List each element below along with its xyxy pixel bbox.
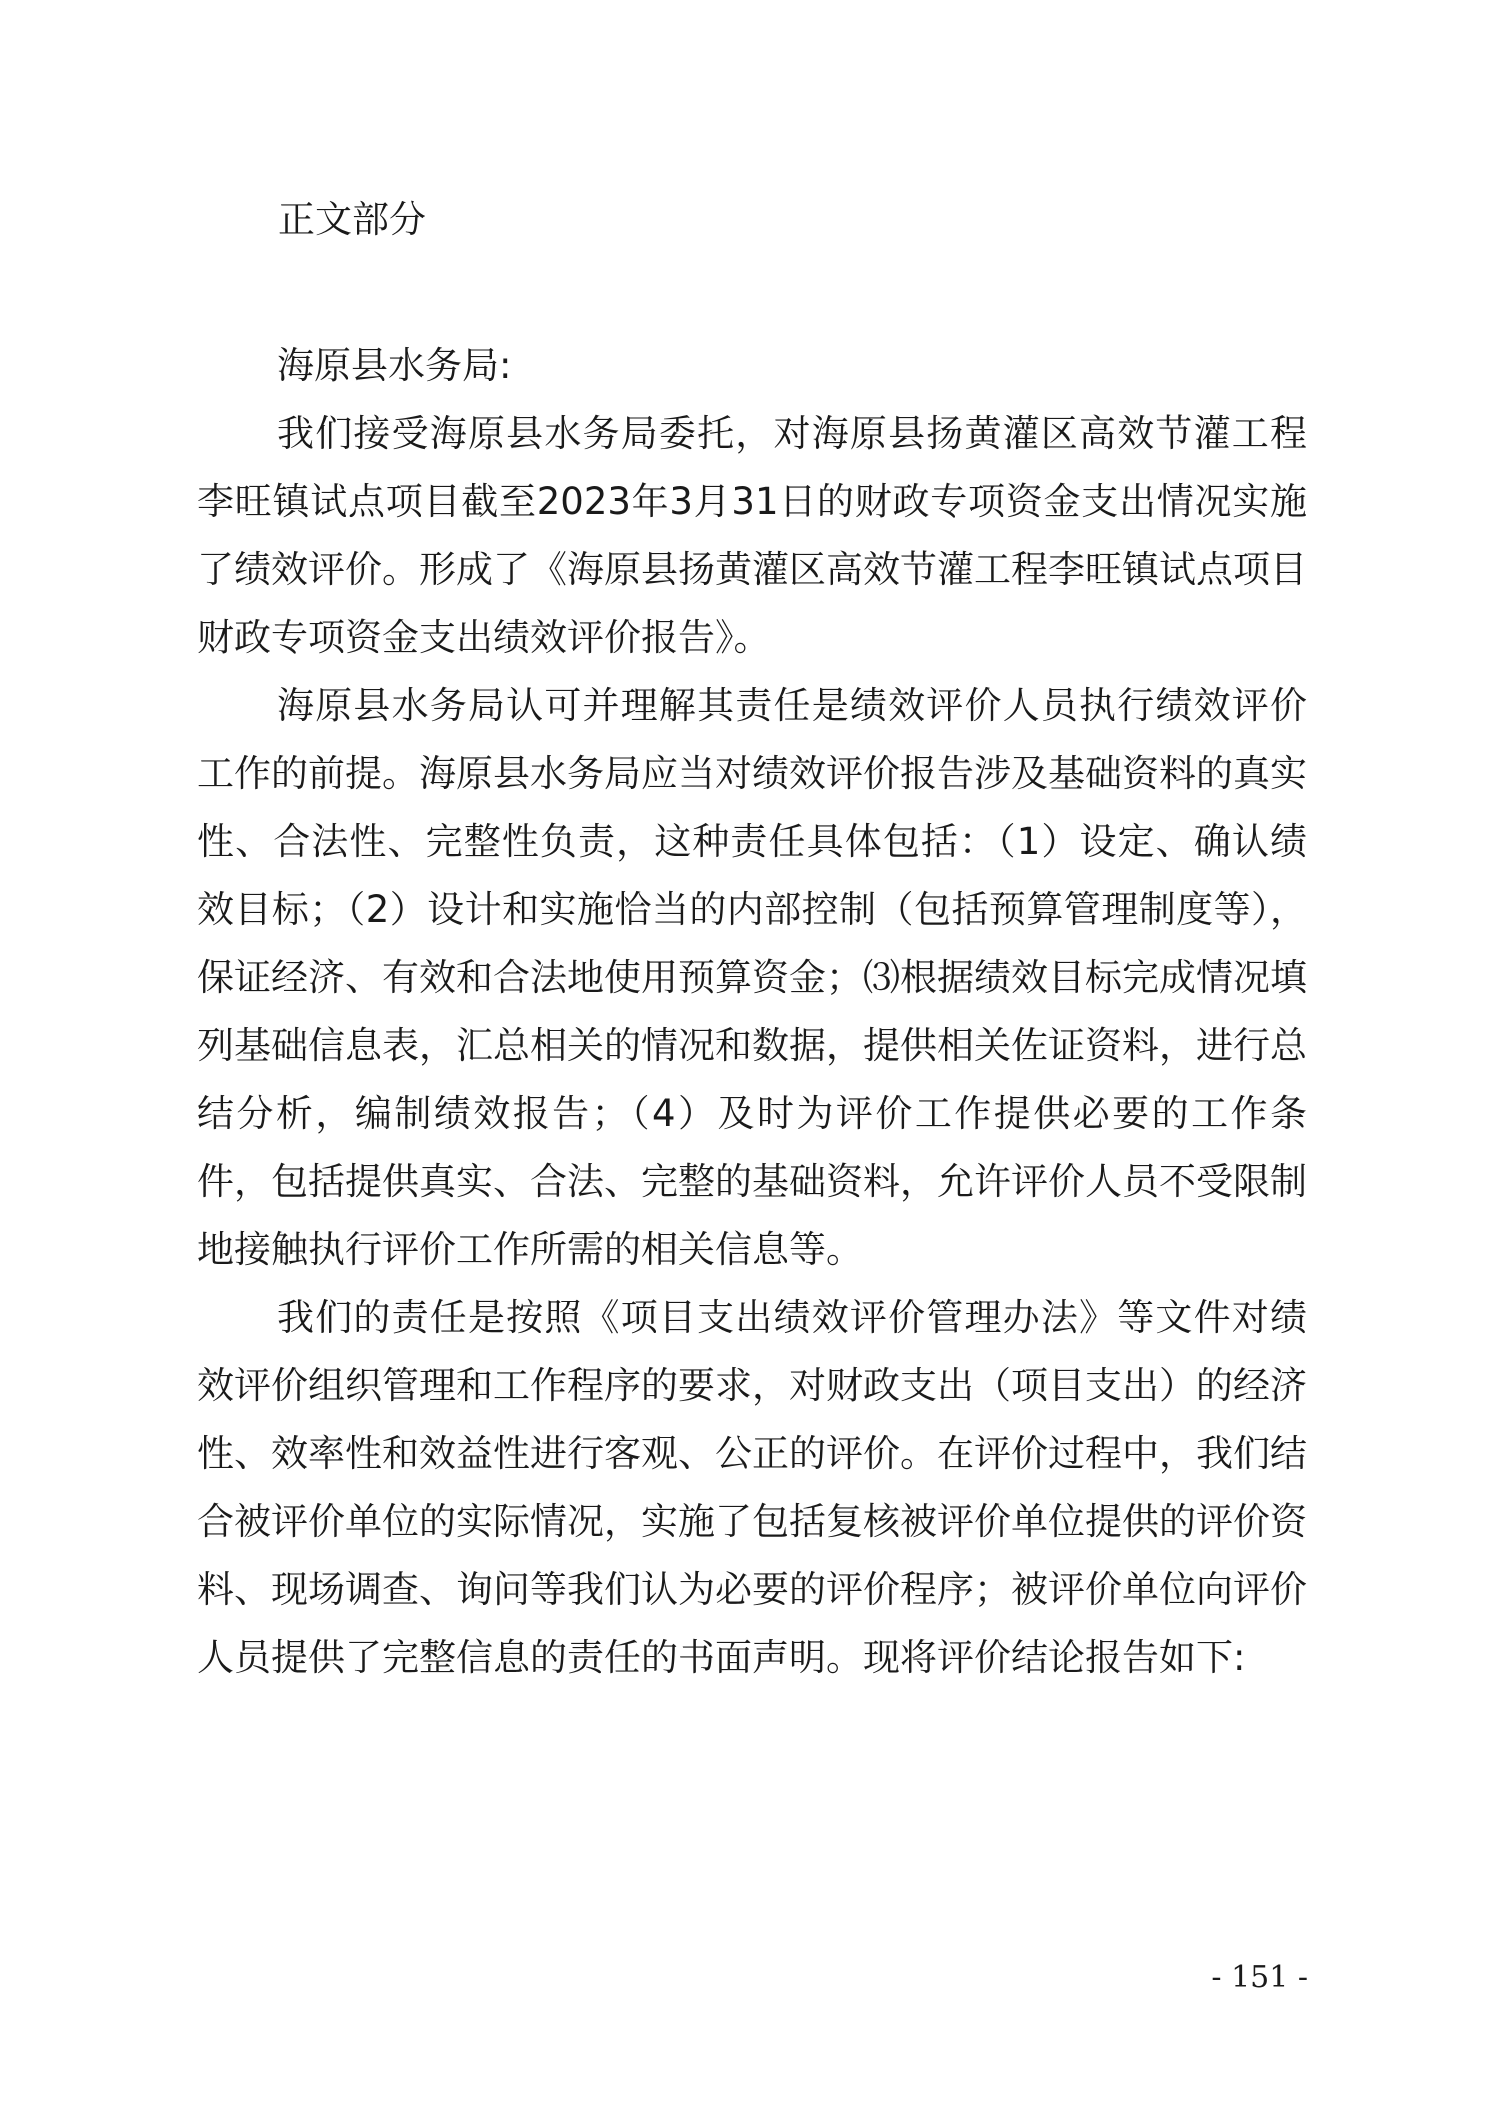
paragraph-evaluator-responsibility: 我们的责任是按照《项目支出绩效评价管理办法》等文件对绩效评价组织管理和工作程序的要求，对财政支出（项目支出）的经济性、效率性和效益性进行客观、公正的评价。在评价过程中，我们结合被评价单位的实际情况，实施了包括复核被评价单位提供的评价资料、现场调查、询问等我们认为必要的评价程序；被评价单位向评价人员提供了完整信息的责任的书面声明。现将评价结论报告如下:: [197, 1296, 1307, 1679]
paragraph-client-responsibility: 海原县水务局认可并理解其责任是绩效评价人员执行绩效评价工作的前提。海原县水务局应当对绩效评价报告涉及基础资料的真实性、合法性、完整性负责，这种责任具体包括：（1）设定、确认绩效目标；（2）设计和实施恰当的内部控制（包括预算管理制度等），保证经济、有效和合法地使用预算资金；⑶根据绩效目标完成情况填列基础信息表，汇总相关的情况和数据，提供相关佐证资料，进行总结分析，编制绩效报告；（4）及时为评价工作提供必要的工作条件，包括提供真实、合法、完整的基础资料，允许评价人员不受限制地接触执行评价工作所需的相关信息等。: [197, 684, 1307, 1271]
body-text: [197, 332, 1307, 1692]
salutation: 海原县水务局:: [277, 344, 512, 387]
paragraph-commission: 我们接受海原县水务局委托，对海原县扬黄灌区高效节灌工程李旺镇试点项目截至2023年3月31日的财政专项资金支出情况实施了绩效评价。形成了《海原县扬黄灌区高效节灌工程李旺镇试点项目财政专项资金支出绩效评价报告》。: [197, 412, 1307, 659]
page-number: - 151 -: [1211, 1960, 1308, 1995]
section-heading: 正文部分: [278, 198, 426, 241]
